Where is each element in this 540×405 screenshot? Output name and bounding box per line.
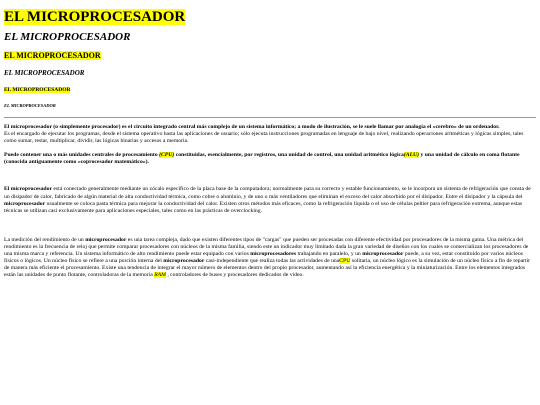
cpu-inline-highlight: CPU: [339, 258, 351, 265]
heading-level-2: EL MICROPROCESADOR: [4, 31, 131, 43]
heading-level-1: [4, 9, 536, 25]
document-page: [4, 9, 536, 279]
units-paragraph: Puede contener una o más unidades centrales de procesamiento (CPU) constituidas, esencialmente, por registros, una unidad de control, una unidad aritmético lógica(ALU) y una unidad de cálculo en coma flotante (conocida antiguamente como «coprocesador matemático»).: [4, 152, 520, 166]
cooling-term-1: El microprocesador: [4, 186, 52, 193]
horizontal-rule: [4, 117, 536, 118]
heading-5-text: EL MICROPROCESADOR: [4, 87, 71, 93]
heading-level-5: [4, 86, 536, 94]
cooling-paragraph: El microprocesador está conectado generalmente mediante un zócalo específico de la placa base de la computadora; normalmente para su correcto y estable funcionamiento, se le incorpora un sistema de refrigeración que consta de un disipador de calor, fabricado de algún material de alta conductividad térmica, como cobre o aluminio, y de uno o más ventiladores que eliminan el exceso del calor absorbido por el disipador. Entre el disipador y la cápsula del microprocesador usualmente se coloca pasta térmica para mejorar la conductividad del calor. Existen otros métodos más eficaces, como la refrigeración líquida o el uso de células peltier para refrigeración extrema, aunque estas técnicas se utilizan casi exclusivamente para aplicaciones especiales, tales como en las prácticas de overclocking.: [4, 186, 531, 214]
heading-level-3: [4, 51, 536, 61]
performance-paragraph: La medición del rendimiento de un microprocesador es una tarea compleja, dado que existen diferentes tipos de "cargas" que pueden ser procesadas con diferente efectividad por procesadores de la misma gama. Una métrica del rendimiento es la frecuencia de reloj que permite comparar procesadores con núcleos de la misma familia, siendo este un indicador muy limitado dada la gran variedad de diseños con los cuales se comercializan los procesadores de una misma marca y referencia. Un sistema informático de alto rendimiento puede estar equipado con varios microprocesadores trabajando en paralelo, y un microprocesador puede, a su vez, estar constituido por varios núcleos físicos o lógicos. Un núcleo físico se refiere a una porción interna del microprocesador casi-independiente que realiza todas las actividades de unaCPU solitaria, un núcleo lógico es la simulación de un núcleo físico a fin de repartir de manera más eficiente el procesamiento. Existe una tendencia de integrar el mayor número de elementos dentro del propio procesador, aumentando así la eficiencia energética y la miniaturización. Entre los elementos integrados están las unidades de punto flotante, controladoras de la memoria RAM , controladores de buses y procesadores dedicados de video.: [4, 236, 531, 279]
heading-level-4: EL MICROPROCESADOR: [4, 69, 85, 77]
heading-level-6: EL MICROPROCESADOR: [4, 103, 56, 108]
cpu-highlight: (CPU): [159, 152, 175, 159]
intro-description: Es el encargado de ejecutar los programas, desde el sistema operativo hasta las aplicaciones de usuario; sólo ejecuta instrucciones programadas en lenguaje de bajo nivel, realizando operaciones aritméticas y lógicas simples, tales como sumar, restar, multiplicar, dividir, las lógicas binarias y accesos a memoria.: [4, 131, 524, 145]
intro-definition: El microprocesador (o simplemente procesador) es el circuito integrado central más complejo de un sistema informático; a modo de ilustración, se le suele llamar por analogía el «cerebro» de un ordenador.: [4, 124, 500, 130]
cooling-term-2: microprocesador: [4, 200, 46, 207]
alu-highlight: (ALU): [403, 152, 420, 159]
heading-1-text: EL MICROPROCESADOR: [4, 9, 186, 25]
heading-3-text: EL MICROPROCESADOR: [4, 51, 101, 60]
intro-paragraph: [4, 124, 536, 145]
ram-highlight: RAM: [154, 272, 166, 279]
